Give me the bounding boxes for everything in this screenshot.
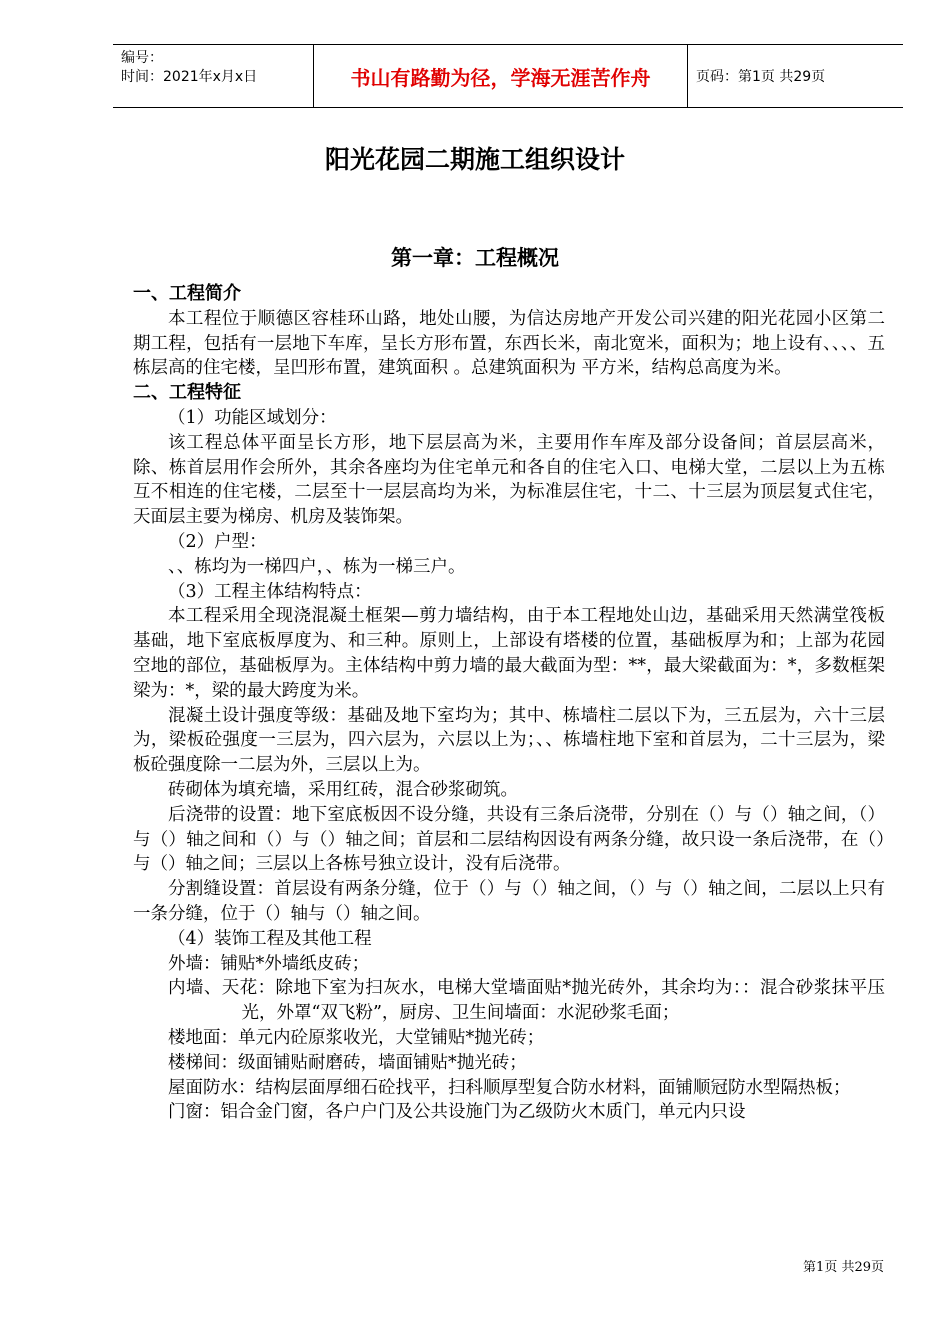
paragraph: 本工程位于顺德区容桂环山路，地处山腰，为信达房地产开发公司兴建的阳光花园小区第二期工程，包括有一层地下车库，呈长方形布置，东西长米，南北宽米，面积为；地上设有、、、、五栋层高的住宅楼，呈凹形布置，建筑面积 。总建筑面积为 平方米，结构总高度为米。	[133, 308, 885, 379]
paragraph: 分割缝设置：首层设有两条分缝，位于（）与（）轴之间，（）与（）轴之间，二层以上只有一条分缝，位于（）轴与（）轴之间。	[133, 879, 885, 924]
document-title: 阳光花园二期施工组织设计	[324, 145, 625, 174]
header-motto: 书山有路勤为径，学海无涯苦作舟	[314, 45, 688, 107]
list-item: 外墙：铺贴*外墙纸皮砖；	[168, 953, 370, 974]
header-table	[113, 44, 903, 108]
list-item: 门窗：铝合金门窗，各户户门及公共设施门为乙级防火木质门，单元内只设	[168, 1102, 746, 1123]
document-time-label: 时间：2021年x月x日	[121, 69, 258, 85]
paragraph: 、、栋均为一梯四户，、栋为一梯三户。	[168, 556, 466, 577]
list-item: 楼地面：单元内砼原浆收光，大堂铺贴*抛光砖；	[168, 1027, 545, 1048]
list-item: 内墙、天花：除地下室为扫灰水，电梯大堂墙面贴*抛光砖外，其余均为：：混合砂浆抹平压光，外罩“双飞粉”，厨房、卫生间墙面：水泥砂浆毛面；	[168, 978, 885, 1024]
subsection-heading: （3）工程主体结构特点：	[168, 581, 372, 602]
document-number-label: 编号：	[121, 50, 163, 66]
subsection-heading: （1）功能区域划分：	[168, 407, 337, 428]
paragraph: 砖砌体为填充墙，采用红砖，混合砂浆砌筑。	[168, 779, 518, 800]
subsection-heading: （2）户型：	[168, 531, 267, 552]
header-page-label: 页码：第1页 共29页	[696, 69, 826, 85]
paragraph: 混凝土设计强度等级：基础及地下室均为；其中、栋墙柱二层以下为，三五层为，六十三层为，梁板砼强度一三层为，四六层为，六层以上为；、、栋墙柱地下室和首层为，二十三层为，梁板砼强度除一二层为外，三层以上为。	[133, 705, 885, 776]
section-heading: 一、工程简介	[133, 283, 241, 304]
paragraph: 后浇带的设置：地下室底板因不设分缝，共设有三条后浇带，分别在（）与（）轴之间，（）与（）轴之间和（）与（）轴之间；首层和二层结构因设有两条分缝，故只设一条后浇带，在（）与（）轴之间；三层以上各栋号独立设计，没有后浇带。	[133, 804, 885, 875]
paragraph: 本工程采用全现浇混凝土框架—剪力墙结构，由于本工程地处山边，基础采用天然满堂筏板基础，地下室底板厚度为、和三种。原则上，上部设有塔楼的位置，基础板厚为和；上部为花园空地的部位，基础板厚为。主体结构中剪力墙的最大截面为型：**，最大梁截面为：*，多数框架梁为：*，梁的最大跨度为米。	[133, 606, 885, 701]
document-body	[133, 282, 885, 1125]
list-item: 楼梯间：级面铺贴耐磨砖，墙面铺贴*抛光砖；	[168, 1052, 527, 1073]
section-heading: 二、工程特征	[133, 382, 241, 404]
subsection-heading: （4）装饰工程及其他工程	[168, 928, 372, 949]
list-item: 屋面防水：结构层面厚细石砼找平，扫科顺厚型复合防水材料，面铺顺冠防水型隔热板；	[168, 1077, 851, 1098]
paragraph: 该工程总体平面呈长方形，地下层层高为米，主要用作车库及部分设备间；首层层高米，除、栋首层用作会所外，其余各座均为住宅单元和各自的住宅入口、电梯大堂，二层以上为五栋互不相连的住宅楼，二层至十一层层高均为米，为标准层住宅，十二、十三层为顶层复式住宅，天面层主要为梯房、机房及装饰架。	[133, 432, 885, 528]
page-footer: 第1页 共29页	[803, 1260, 884, 1275]
chapter-title: 第一章：工程概况	[391, 246, 559, 270]
header-meta-cell	[113, 45, 314, 107]
